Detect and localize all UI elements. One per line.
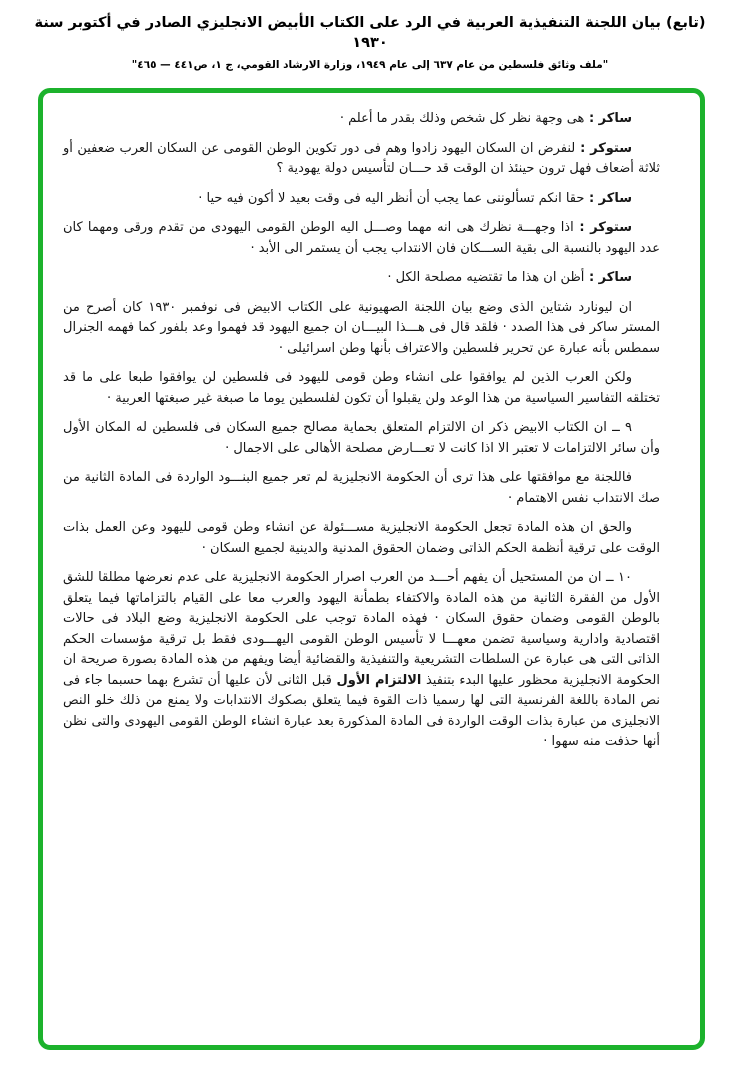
document-source: "ملف وثائق فلسطين من عام ٦٣٧ إلى عام ١٩٤٩، وزارة الارشاد القومي، ج ١، ص٤٤١ — ٤٦٥" [131, 59, 609, 71]
paragraph-text: ان ليونارد شتاين الذى وضع بيان اللجنة الصهيونية على الكتاب الابيض فى نوفمبر ١٩٣٠ كان أصرح من المستر ساكر فى هذا الصدد · فلقد قال فى هـــذا البيـــان ان جميع اليهود قد فهموا وعد بلفور كما فهمه الجنرال سمطس بأنه عبارة عن تحرير فلسطين والاعتراف بأنها وطن اسرائيلى · [63, 299, 660, 356]
bold-phrase: الالتزام الأول [336, 672, 422, 688]
paragraph [63, 189, 660, 210]
paragraph-numbered-9 [63, 418, 660, 459]
paragraph-text: والحق ان هذه المادة تجعل الحكومة الانجليزية مســـئولة عن انشاء وطن قومى لليهود وعن العمل بذات الوقت على ترقية أنظمة الحكم الذاتى وضمان الحقوق المدنية والدينية لجميع السكان · [63, 520, 660, 556]
speaker-name: ساكر : [584, 270, 632, 285]
paragraph [63, 139, 660, 180]
speaker-name: ستوكر : [575, 140, 632, 156]
document-title: (تابع) بيان اللجنة التنفيذية العربية في الرد على الكتاب الأبيض الانجليزي الصادر في أكتوبر سنة ١٩٣٠ [34, 15, 706, 51]
paragraph-text: حقا انكم تسألوننى عما يجب أن أنظر اليه فى وقت بعيد لا أكون فيه حيا · [198, 190, 585, 206]
paragraph-text: اذا وجهـــة نظرك هى انه مهما وصـــل اليه الوطن القومى اليهودى من تقدم ورقى ومهما كان عدد اليهود بالنسبة الى بقية الســـكان فان الانتداب يجب أن يستمر الى الأبد · [63, 220, 660, 256]
paragraph-text: ٩ ــ ان الكتاب الابيض ذكر ان الالتزام المتعلق بحماية مصالح جميع السكان فى فلسطين له المكان الأول وأن سائر الالتزامات لا تعتبر الا اذا كانت لا تعـــارض مصلحة الأهالى على الاجمال · [63, 420, 660, 456]
paragraph [63, 368, 660, 409]
paragraph [63, 109, 660, 130]
paragraph [63, 468, 660, 509]
paragraph-text: ١٠ ــ ان من المستحيل أن يفهم أحـــد من العرب اصرار الحكومة الانجليزية على عدم نعرضها مطلقا للشق الأول من الفقرة الثانية من هذه المادة والاكتفاء بطمأنة اليهود والعرب معا على القيام بالتزاماتها فيما يتعلق بالوطن القومى وضمان حقوق السكان · فهذه المادة توجب على الحكومة الانجليزية وضع البلاد فى حالات اقتصادية وادارية وسياسية تضمن معهـــا لا تأسيس الوطن القومى اليهـــودى فقط بل ترقية مؤسسات الحكم الذاتى التى هى عبارة عن السلطات التشريعية والتنفيذية والقضائية أيضا ويفهم من هذه المادة بصورة صريحة ان الحكومة الانجليزية محظور عليها البدء بتنفيذ [63, 570, 661, 688]
paragraph-text: ولكن العرب الذين لم يوافقوا على انشاء وطن قومى لليهود فى فلسطين لن يوافقوا طبعا على ما قد تختلقه التفاسير السياسية من هذا الوعد ولن يقبلوا أن تكون لفلسطين يوما ما صبغة غير صبغتها العربية · [63, 370, 660, 406]
paragraph [63, 268, 660, 289]
document-frame [38, 88, 705, 1050]
speaker-name: ستوكر : [573, 220, 633, 235]
document-body [43, 105, 690, 1039]
paragraph [63, 298, 660, 360]
speaker-name: ساكر : [584, 190, 632, 206]
paragraph-text: هى وجهة نظر كل شخص وذلك بقدر ما أعلم · [339, 111, 585, 126]
page-header [0, 0, 740, 72]
paragraph-text: قبل الثانى لأن عليها أن تشرع بهما حسبما جاء فى نص المادة باللغة الفرنسية التى لها رسميا ذات القوة فيما يتعلق بصكوك الانتدابات ولا يمنع من ذلك خلو النص الانجليزى من عبارة بذات الوقت الواردة فى المادة المذكورة بعد عبارة انشاء الوطن القومى اليهودى والتى نظن أنها حذفت منه سهوا · [63, 672, 660, 749]
paragraph [63, 218, 660, 259]
paragraph-text: فاللجنة مع موافقتها على هذا ترى أن الحكومة الانجليزية لم تعر جميع البنـــود الواردة فى المادة الثانية من صك الانتداب نفس الاهتمام · [63, 470, 660, 506]
speaker-name: ساكر : [584, 111, 632, 126]
paragraph-numbered-10 [63, 568, 660, 753]
paragraph-text: لنفرض ان السكان اليهود زادوا وهم فى دور تكوين الوطن القومى عن السكان العرب ضعفين أو ثلاثة أضعاف فهل ترون حينئذ ان الوقت قد حـــان لتأسيس دولة يهودية ؟ [63, 140, 660, 176]
paragraph [63, 518, 660, 559]
paragraph-text: أظن ان هذا ما تقتضيه مصلحة الكل · [387, 270, 585, 285]
